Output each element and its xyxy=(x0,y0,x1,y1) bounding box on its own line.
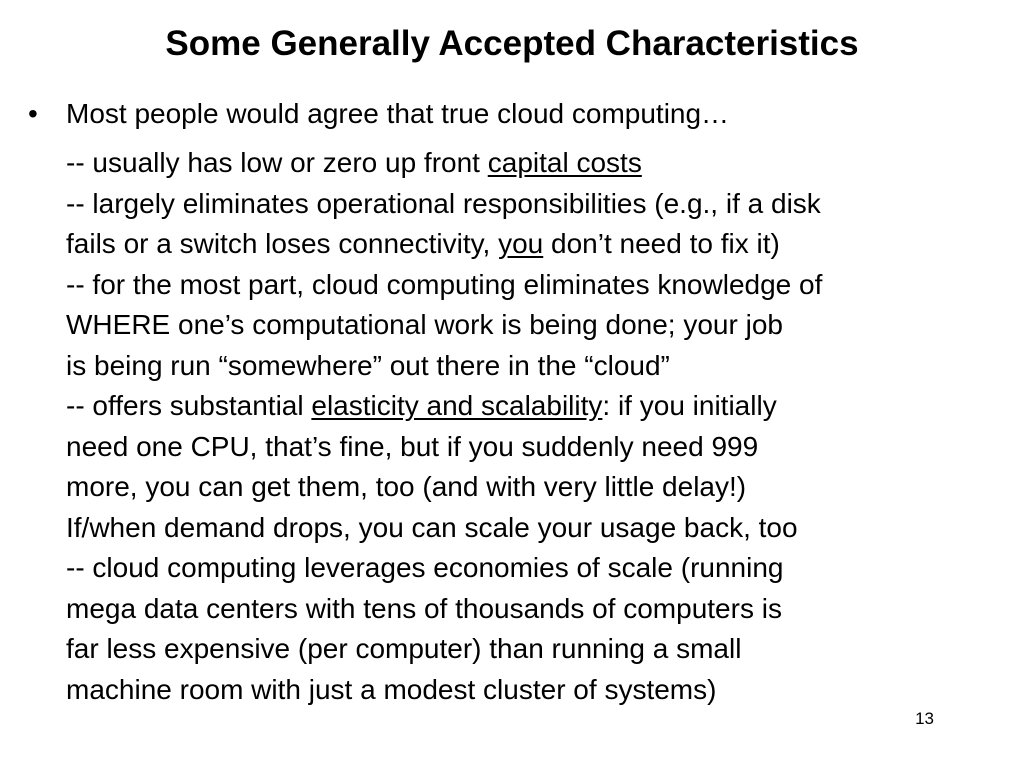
line-text: -- cloud computing leverages economies of scale (running xyxy=(66,552,784,583)
line-text: more, you can get them, too (and with very little delay!) xyxy=(66,471,747,502)
line-text: machine room with just a modest cluster of systems) xyxy=(66,673,717,705)
sub-point-line xyxy=(66,346,1006,387)
main-bullet-text: Most people would agree that true cloud computing… xyxy=(66,98,730,129)
line-text: -- largely eliminates operational responsibilities (e.g., if a disk xyxy=(66,187,821,219)
sub-point-line xyxy=(66,589,1006,630)
line-text: mega data centers with tens of thousands of computers is xyxy=(66,592,782,624)
line-text: need one CPU, that’s fine, but if you suddenly need 999 xyxy=(66,430,759,462)
sub-points-list xyxy=(66,143,1006,710)
sub-point-item xyxy=(66,386,1006,548)
slide-title: Some Generally Accepted Characteristics xyxy=(165,24,859,63)
sub-point-line xyxy=(66,184,1006,225)
line-text-after: don’t need to fix it) xyxy=(543,228,780,259)
line-text: -- usually has low or zero up front xyxy=(66,147,488,178)
line-text: WHERE one’s computational work is being done; your job xyxy=(66,309,783,340)
sub-point-line xyxy=(66,670,1006,711)
sub-point-line xyxy=(66,265,1006,306)
sub-point-line xyxy=(66,427,1006,468)
line-text-after: : if you initially xyxy=(602,390,777,421)
sub-point-line xyxy=(66,467,1006,508)
sub-point-item xyxy=(66,548,1006,710)
underlined-text: elasticity and scalability xyxy=(311,390,603,421)
line-text: far less expensive (per computer) than running a small xyxy=(66,633,742,664)
sub-point-line xyxy=(66,305,1006,346)
line-text: If/when demand drops, you can scale your usage back, too xyxy=(66,511,798,543)
underlined-text: you xyxy=(498,228,544,259)
sub-point-item xyxy=(66,143,1006,184)
sub-point-line xyxy=(66,548,1006,589)
main-bullet xyxy=(28,94,729,134)
sub-point-item xyxy=(66,184,1006,265)
sub-point-line xyxy=(66,508,1006,549)
slide-number: 13 xyxy=(915,709,934,728)
bullet-dot-icon: • xyxy=(28,98,38,129)
sub-point-line xyxy=(66,629,1006,670)
sub-point-line xyxy=(66,386,1006,427)
line-text: -- for the most part, cloud computing eliminates knowledge of xyxy=(66,268,823,300)
line-text: -- offers substantial xyxy=(66,390,312,421)
sub-point-item xyxy=(66,265,1006,387)
line-text: is being run “somewhere” out there in the “cloud” xyxy=(66,349,670,381)
line-text: fails or a switch loses connectivity, xyxy=(66,228,499,259)
sub-point-line xyxy=(66,143,1006,184)
sub-point-line xyxy=(66,224,1006,265)
underlined-text: capital costs xyxy=(487,147,642,178)
